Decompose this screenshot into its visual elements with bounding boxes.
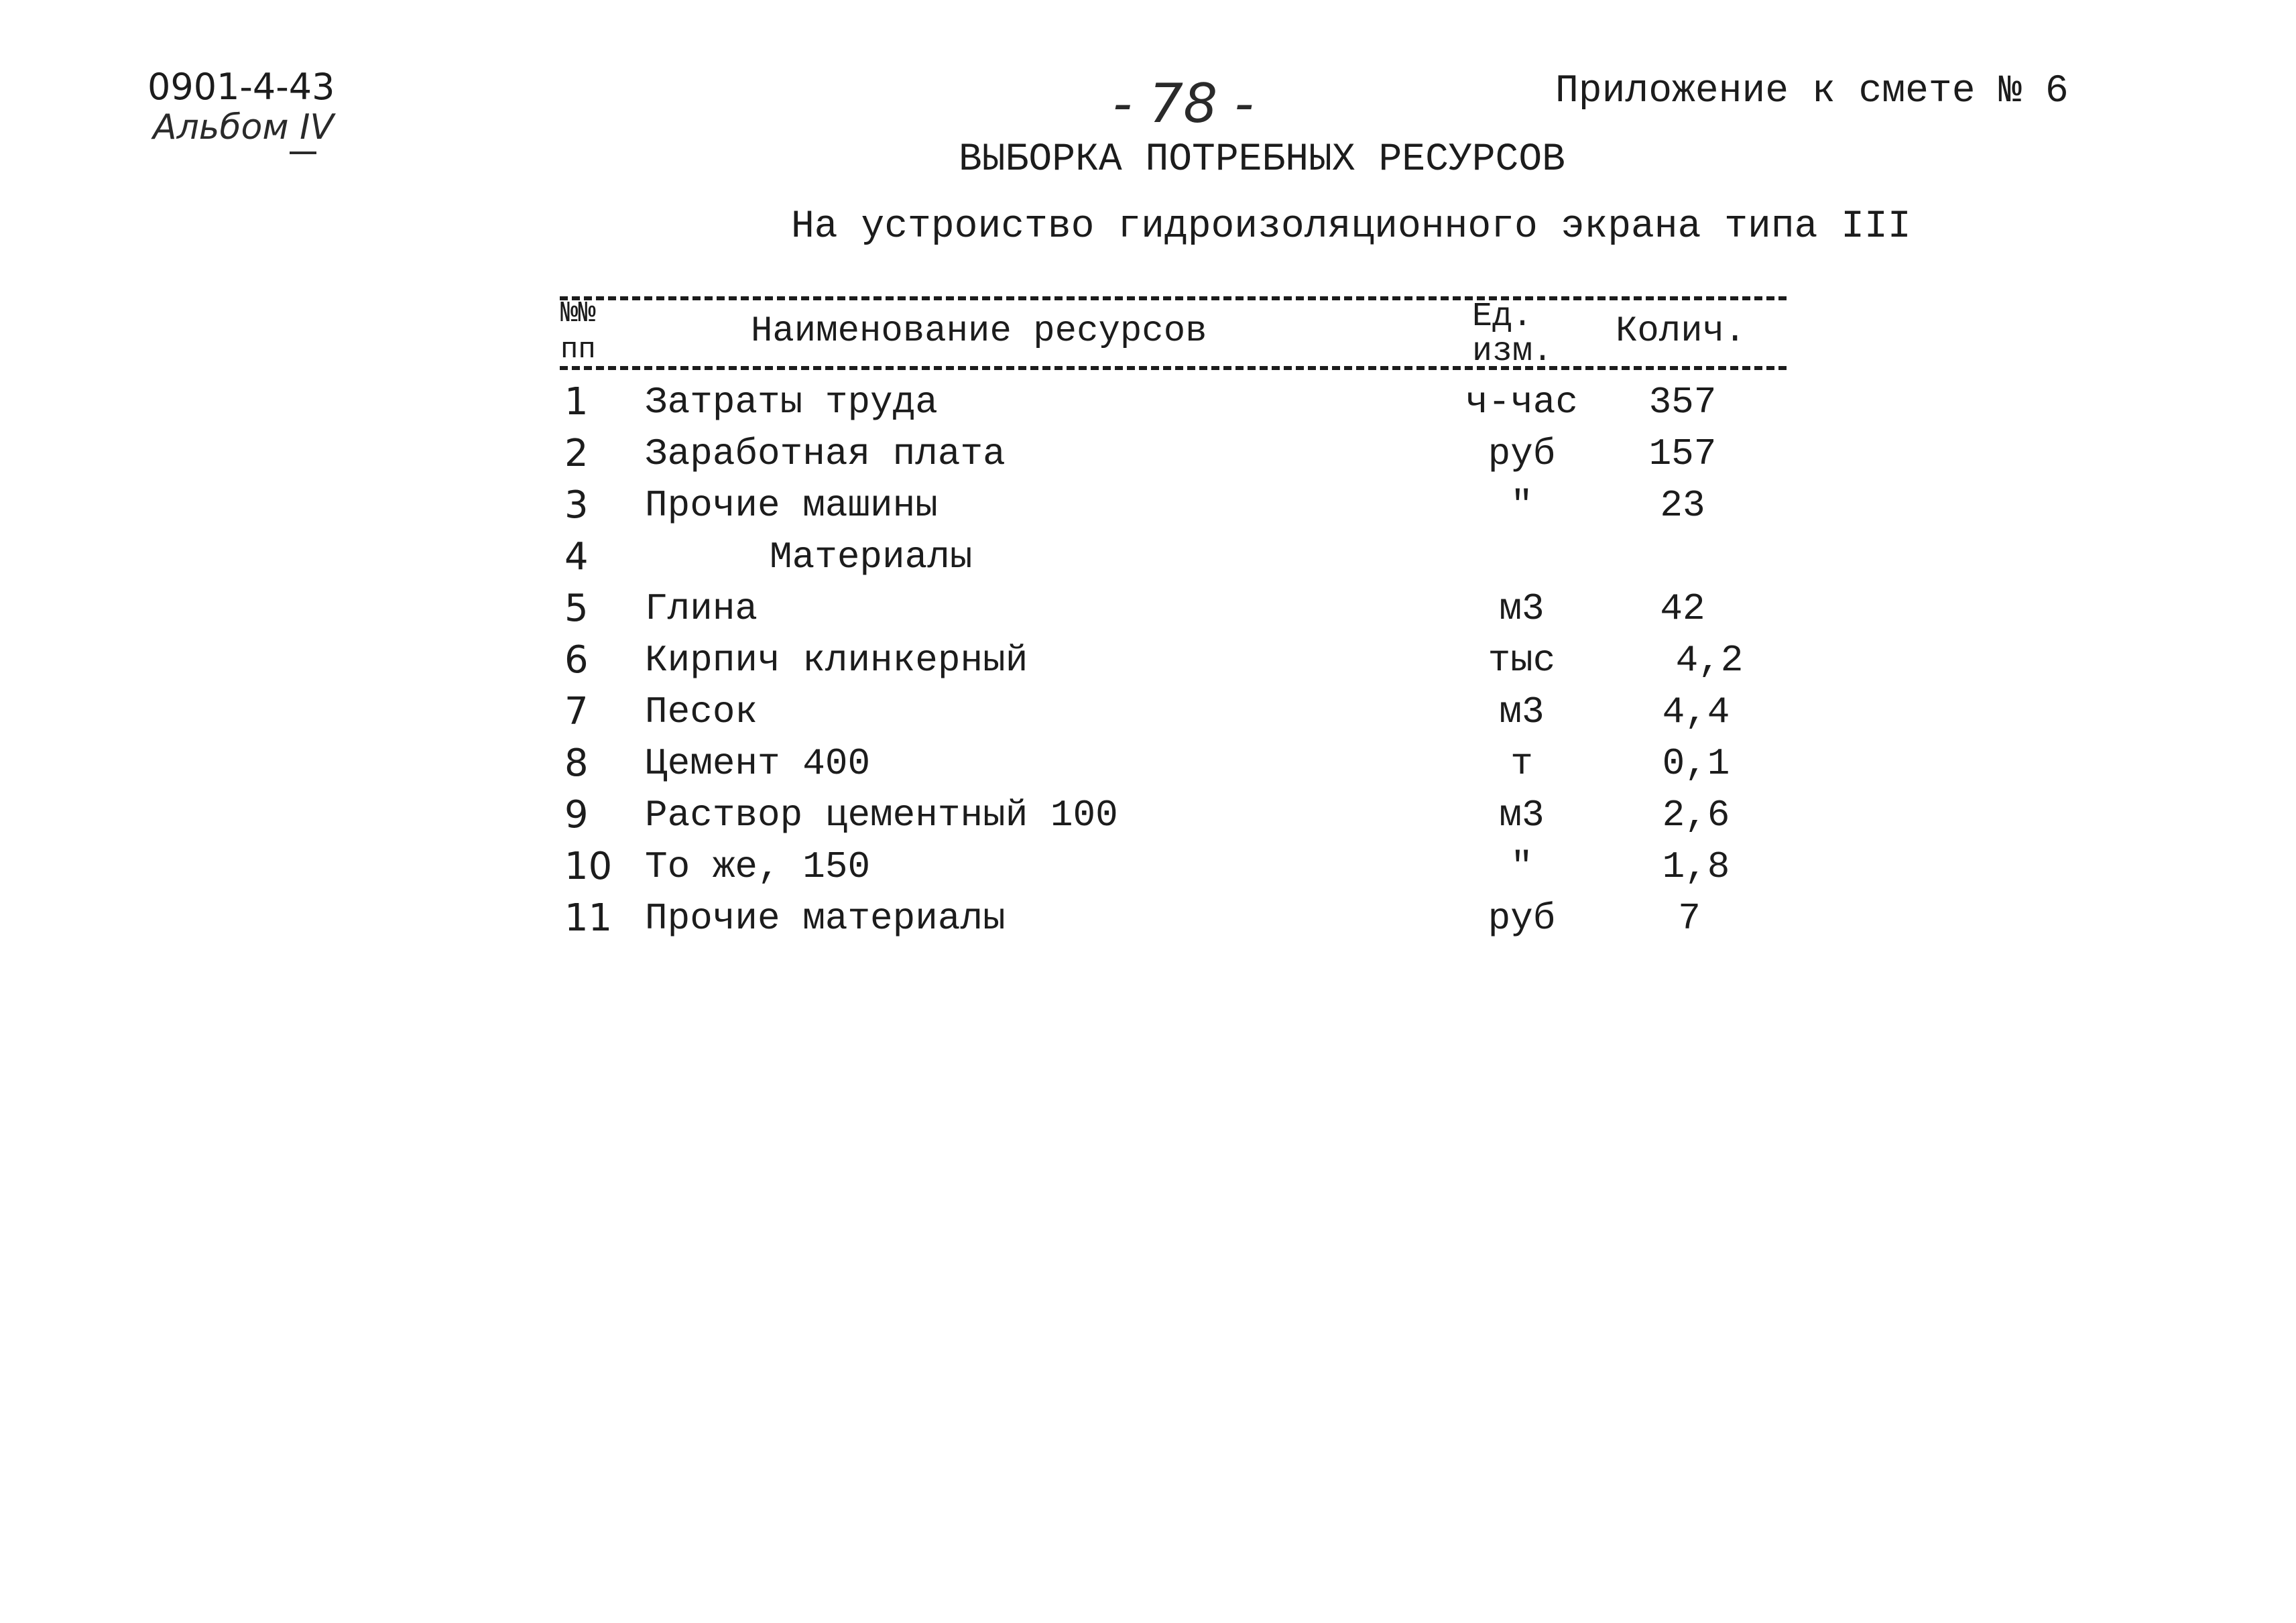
table-row: [0, 790, 2296, 841]
table-row: [0, 377, 2296, 428]
resource-quantity: 0,1: [1662, 742, 1730, 785]
section-heading: Материалы: [770, 536, 973, 579]
row-number: 1: [564, 380, 589, 424]
document-code: 0901-4-43: [147, 66, 335, 108]
table-header-rule: [560, 366, 1787, 370]
row-number: 4: [564, 535, 589, 579]
resource-name: Песок: [645, 690, 758, 733]
row-number: 6: [564, 638, 589, 682]
resource-quantity: 4,4: [1662, 690, 1730, 733]
album-underline: [290, 152, 316, 154]
album-label: Альбом IV: [153, 107, 335, 147]
resource-quantity: 4,2: [1675, 639, 1744, 682]
table-row: [0, 738, 2296, 789]
column-header-quantity: Колич.: [1616, 311, 1746, 352]
resource-unit: м3: [1499, 587, 1545, 630]
resource-quantity: 7: [1678, 897, 1701, 940]
row-number: 10: [564, 845, 613, 888]
resource-name: Затраты труда: [645, 381, 938, 424]
page-number: - 78 -: [1113, 72, 1254, 135]
resource-quantity: 1,8: [1662, 845, 1730, 888]
resource-unit: ": [1510, 484, 1533, 527]
table-top-rule: [560, 296, 1787, 300]
resource-unit: м3: [1499, 690, 1545, 733]
resource-quantity: 42: [1660, 587, 1705, 630]
column-header-number-line2: пп: [560, 333, 596, 367]
resource-name: Глина: [645, 587, 758, 630]
resource-quantity: 157: [1648, 432, 1717, 475]
row-number: 8: [564, 741, 589, 785]
appendix-label: Приложение к смете № 6: [1555, 70, 2069, 113]
table-row: [0, 480, 2296, 531]
table-row: [0, 428, 2296, 479]
row-number: 9: [564, 793, 589, 837]
resource-quantity: 23: [1660, 484, 1705, 527]
resource-unit: м3: [1499, 794, 1545, 837]
resource-quantity: 357: [1648, 381, 1717, 424]
row-number: 5: [564, 587, 589, 630]
resource-name: То же, 150: [645, 845, 871, 888]
row-number: 11: [564, 896, 613, 940]
resource-name: Прочие материалы: [645, 897, 1006, 940]
column-header-number: №№: [560, 297, 596, 330]
column-header-unit: Ед.: [1472, 298, 1533, 336]
table-row: [0, 635, 2296, 686]
table-row: [0, 841, 2296, 892]
resource-name: Раствор цементный 100: [645, 794, 1118, 837]
document-title: ВЫБОРКА ПОТРЕБНЫХ РЕСУРСОВ: [959, 138, 1565, 182]
column-header-name: Наименование ресурсов: [751, 311, 1207, 352]
table-row: [0, 893, 2296, 944]
resource-unit: тыс: [1488, 639, 1556, 682]
resource-unit: руб: [1488, 432, 1556, 475]
resource-name: Цемент 400: [645, 742, 871, 785]
table-row: [0, 686, 2296, 737]
resource-name: Заработная плата: [645, 432, 1006, 475]
row-number: 2: [564, 432, 589, 475]
resource-unit: т: [1510, 742, 1533, 785]
resource-name: Прочие машины: [645, 484, 938, 527]
resource-unit: ": [1510, 845, 1533, 888]
row-number: 7: [564, 690, 589, 733]
column-header-unit-line2: изм.: [1472, 333, 1553, 371]
table-row: [0, 583, 2296, 634]
resource-name: Кирпич клинкерный: [645, 639, 1028, 682]
resource-quantity: 2,6: [1662, 794, 1730, 837]
document-subtitle: На устроиство гидроизоляционного экрана типа III: [791, 205, 1911, 249]
resource-unit: ч-час: [1465, 381, 1579, 424]
table-row-section: [0, 532, 2296, 583]
resource-unit: руб: [1488, 897, 1556, 940]
row-number: 3: [564, 483, 589, 527]
